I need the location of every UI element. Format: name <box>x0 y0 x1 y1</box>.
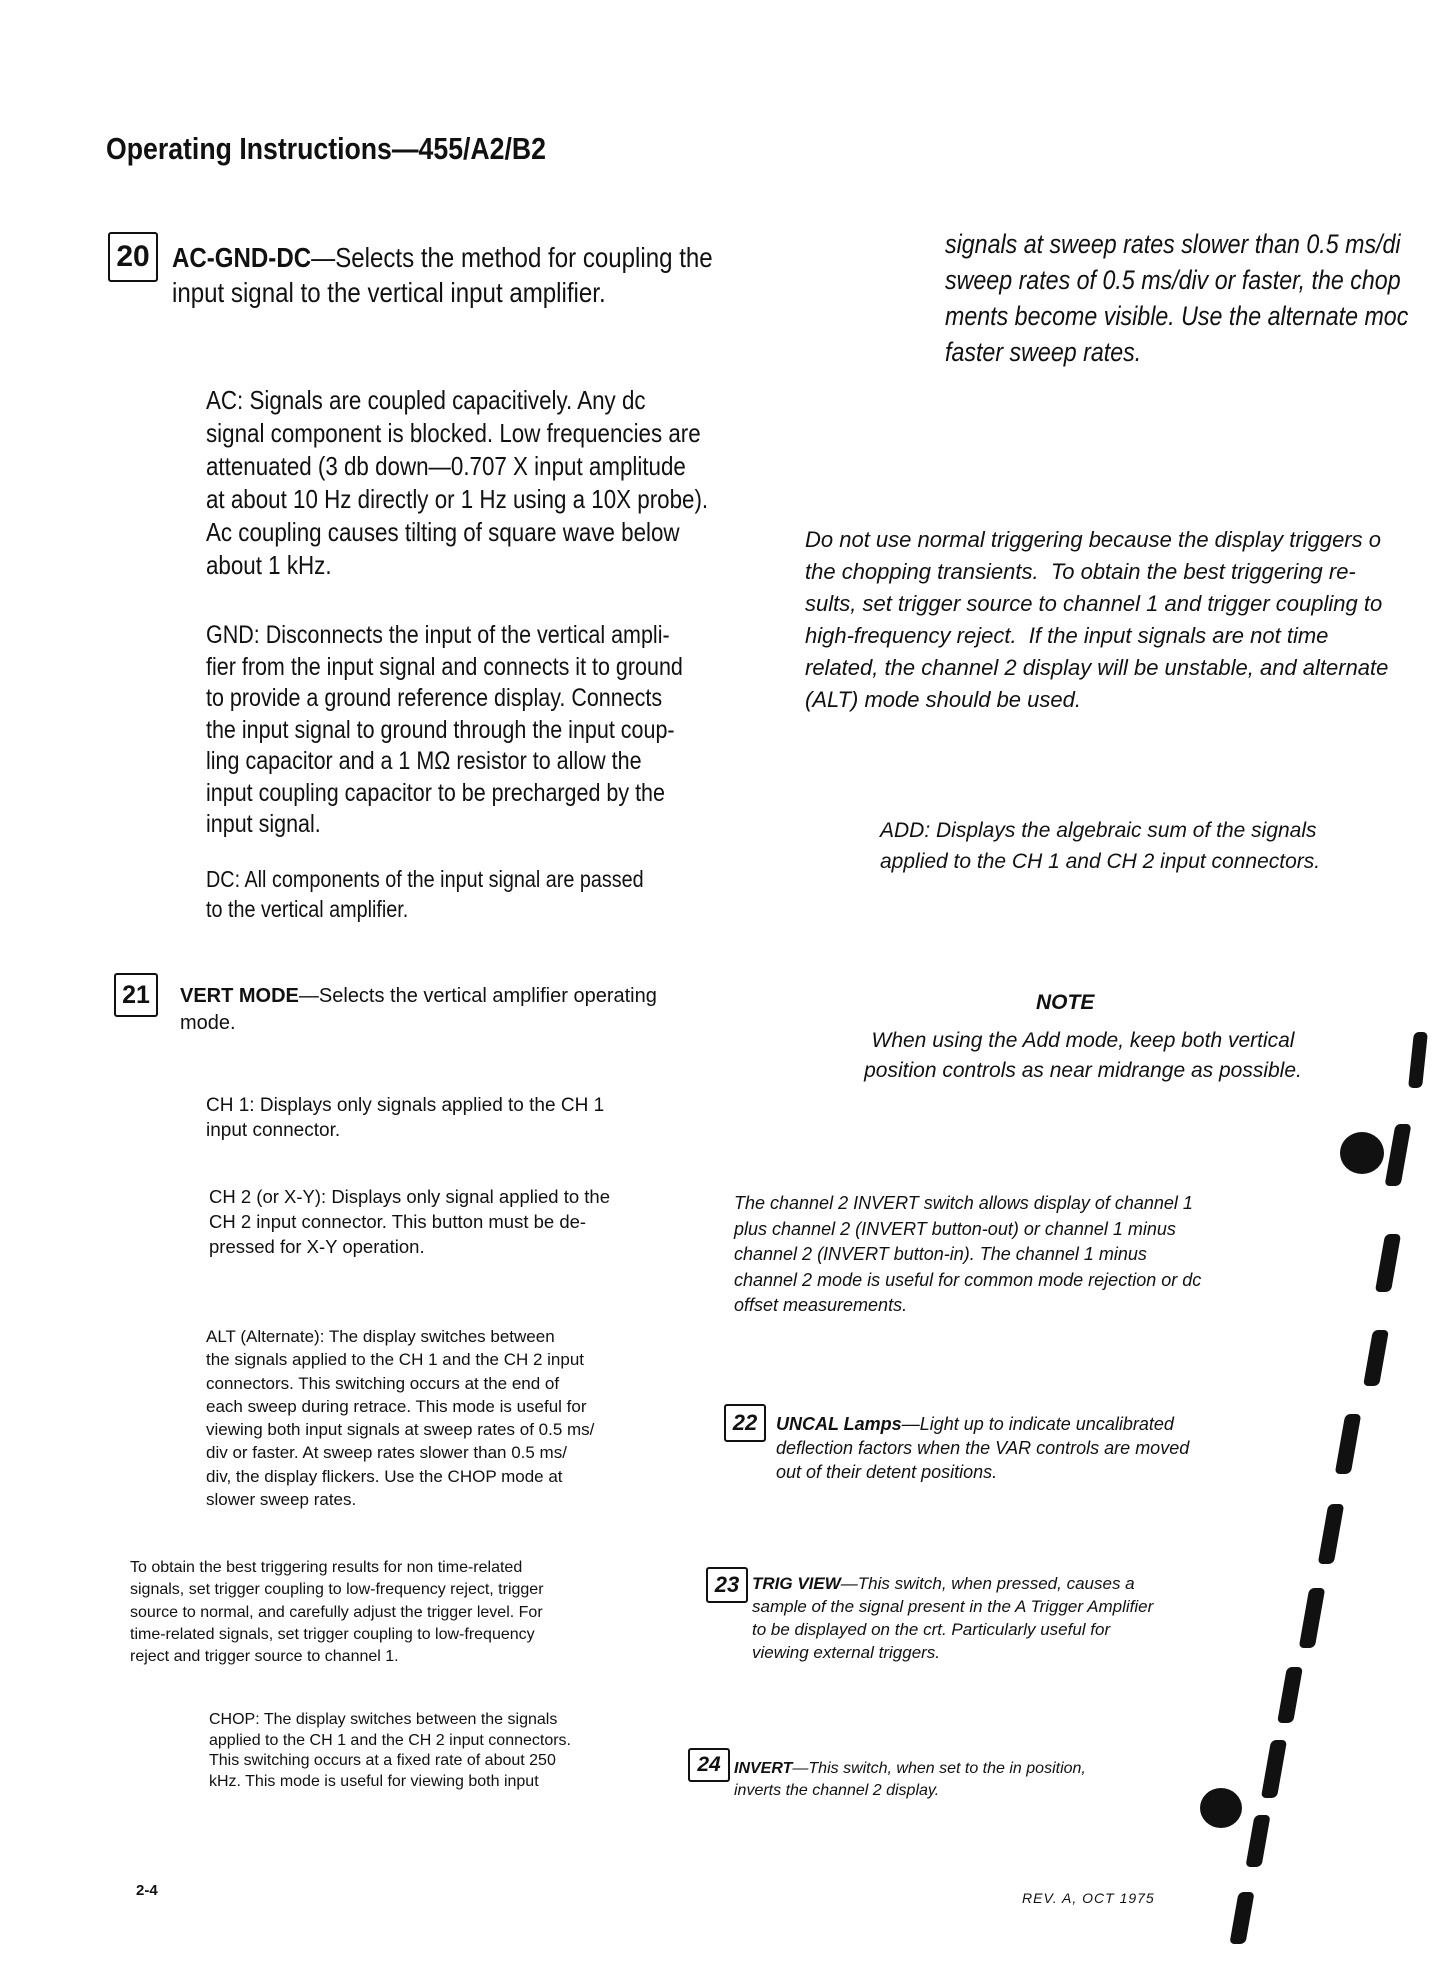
ac-coupling-text: AC: Signals are coupled capacitively. Any dc signal component is blocked. Low frequencies are attenuated (3 db down—0.707 X input amplitude at about 10 Hz directly or 1 Hz using a 10X probe). Ac coupling causes tilting of square wave below about 1 kHz. <box>206 385 709 580</box>
add-mode-text: ADD: Displays the algebraic sum of the signals applied to the CH 1 and CH 2 input connectors. <box>880 819 1321 873</box>
alt-mode-text: ALT (Alternate): The display switches between the signals applied to the CH 1 and the CH 2 input connectors. This switching occurs at the end of each sweep during retrace. This mode is useful for viewing both input signals at sweep rates of 0.5 ms/ div or faster. At sweep rates slower than 0.5 ms/ div, the display flickers. Use the CHOP mode at slower sweep rates. <box>206 1327 595 1510</box>
item-21-text: —Selects the vertical amplifier operating mode. <box>180 985 657 1034</box>
item-23-description <box>752 1572 1372 1664</box>
item-23-heading: TRIG VIEW <box>752 1574 841 1593</box>
normal-triggering-text: Do not use normal triggering because the display triggers o the chopping transients. To obtain the best triggering re- sults, set trigger source to channel 1 and trigger coupling to high-frequency reject. If the input signals are not time related, the channel 2 display will be unstable, and alternate (ALT) mode should be used. <box>805 527 1389 712</box>
item-21-description <box>180 983 840 1037</box>
item-20-heading: AC-GND-DC <box>172 242 312 273</box>
invert-usage-text: The channel 2 INVERT switch allows display of channel 1 plus channel 2 (INVERT button-out) or channel 1 minus channel 2 (INVERT button-in). The channel 1 minus channel 2 mode is useful for common mode rejection or dc offset measurements. <box>734 1193 1202 1315</box>
gnd-coupling-text: GND: Disconnects the input of the vertical ampli- fier from the input signal and connects it to ground to provide a ground reference display. Connects the input signal to ground through the input coup- ling capacitor and a 1 MΩ resistor to allow the input coupling capacitor to be precharged by the input signal. <box>206 621 683 838</box>
item-20-number: 20 <box>108 232 158 282</box>
item-23-number: 23 <box>706 1567 748 1603</box>
item-23-text: —This switch, when pressed, causes a sample of the signal present in the A Trigger Amplifier to be displayed on the crt. Particularly useful for viewing external triggers. <box>752 1574 1154 1662</box>
page-title: Operating Instructions—455/A2/B2 <box>106 131 546 166</box>
item-22-heading: UNCAL Lamps <box>776 1414 902 1434</box>
chop-mode-text: CHOP: The display switches between the signals applied to the CH 1 and the CH 2 input connectors. This switching occurs at a fixed rate of about 250 kHz. This mode is useful for viewing both input <box>209 1711 571 1790</box>
item-24-text: —This switch, when set to the in position, inverts the channel 2 display. <box>734 1760 1086 1799</box>
dc-coupling-text: DC: All components of the input signal are passed to the vertical amplifier. <box>206 866 644 922</box>
item-20-description <box>172 240 791 310</box>
item-20-text: —Selects the method for coupling the input signal to the vertical input amplifier. <box>172 242 713 308</box>
revision-label: REV. A, OCT 1975 <box>1022 1890 1155 1906</box>
note-title: NOTE <box>1036 991 1095 1014</box>
ch2-mode-text: CH 2 (or X-Y): Displays only signal applied to the CH 2 input connector. This button must be de- pressed for X-Y operation. <box>209 1186 611 1257</box>
ch1-mode-text: CH 1: Displays only signals applied to the CH 1 input connector. <box>206 1095 605 1141</box>
item-21-heading: VERT MODE <box>180 985 299 1007</box>
item-22-description <box>776 1412 1396 1484</box>
triggering-note-text: To obtain the best triggering results for non time-related signals, set trigger coupling to low-frequency reject, trigger source to normal, and carefully adjust the trigger level. For time-related signals, set trigger coupling to low-frequency reject and trigger source to channel 1. <box>130 1559 544 1666</box>
item-24-number: 24 <box>688 1748 730 1782</box>
item-21-number: 21 <box>114 973 158 1017</box>
note-text: When using the Add mode, keep both vertical position controls as near midrange as possible. <box>864 1029 1302 1082</box>
chop-continued-text: signals at sweep rates slower than 0.5 ms/di sweep rates of 0.5 ms/div or faster, the chop ments become visible. Use the alternate moc faster sweep rates. <box>945 229 1409 367</box>
item-24-heading: INVERT <box>734 1760 793 1777</box>
item-22-number: 22 <box>724 1404 766 1442</box>
page-number: 2-4 <box>136 1882 158 1899</box>
item-22-text: —Light up to indicate uncalibrated deflection factors when the VAR controls are moved out of their detent positions. <box>776 1414 1190 1482</box>
